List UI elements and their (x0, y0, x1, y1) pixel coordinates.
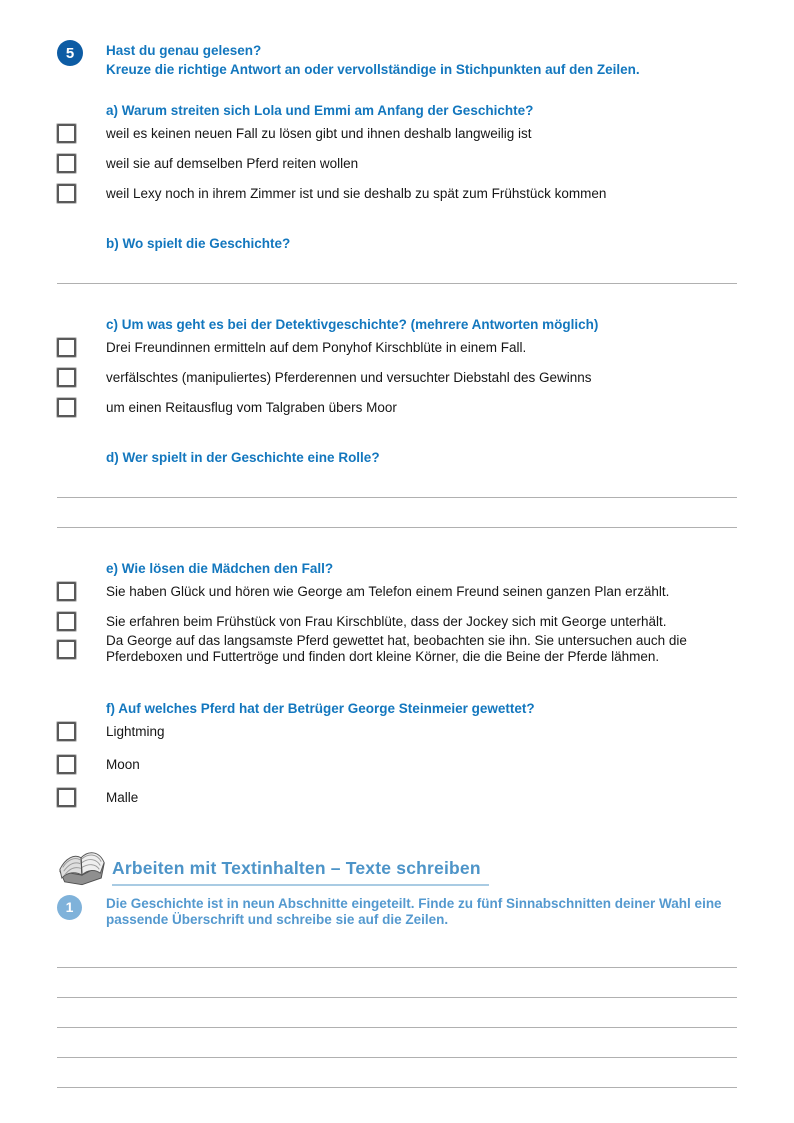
option-text: Lightming (106, 723, 165, 739)
task1-number-badge: 1 (57, 895, 82, 920)
option-text: Sie haben Glück und hören wie George am Telefon einem Freund seinen ganzen Plan erzählt. (106, 583, 670, 599)
option-text: Da George auf das langsamste Pferd gewettet hat, beobachten sie ihn. Sie untersuchen auch die Pferdeboxen und Futtertröge und finden dort kleine Körner, die die Beine der Pferde lähmen. (106, 632, 687, 664)
answer-line[interactable] (57, 1057, 737, 1058)
option-text: um einen Reitausflug vom Talgraben übers Moor (106, 400, 397, 415)
checkbox[interactable] (57, 398, 76, 417)
checkbox[interactable] (57, 755, 76, 774)
checkbox[interactable] (57, 788, 76, 807)
checkbox[interactable] (57, 184, 76, 203)
answer-line[interactable] (57, 497, 737, 498)
option-row (57, 721, 737, 741)
checkbox[interactable] (57, 640, 76, 659)
task5-title-block (106, 40, 640, 79)
answer-line[interactable] (57, 1027, 737, 1028)
question-c-label: c) Um was geht es bei der Detektivgeschichte? (mehrere Antworten möglich) (106, 317, 599, 332)
checkbox[interactable] (57, 582, 76, 601)
task5-instruction: Kreuze die richtige Antwort an oder vervollständige in Stichpunkten auf den Zeilen. (106, 62, 640, 77)
question-b-label: b) Wo spielt die Geschichte? (106, 236, 291, 251)
answer-line[interactable] (57, 283, 737, 284)
question-e-label: e) Wie lösen die Mädchen den Fall? (106, 560, 334, 576)
answer-line[interactable] (57, 997, 737, 998)
question-d-label: d) Wer spielt in der Geschichte eine Rolle? (106, 450, 380, 465)
option-row (57, 754, 737, 774)
answer-line[interactable] (57, 1087, 737, 1088)
option-text: verfälschtes (manipuliertes) Pferderennen und versuchter Diebstahl des Gewinns (106, 370, 592, 385)
option-row (57, 633, 737, 666)
option-row (57, 581, 737, 601)
answer-line[interactable] (57, 527, 737, 528)
open-book-icon (57, 843, 107, 886)
option-text: Drei Freundinnen ermitteln auf dem Ponyhof Kirschblüte in einem Fall. (106, 340, 527, 355)
task5-header (57, 40, 737, 79)
checkbox[interactable] (57, 612, 76, 631)
option-text: Sie erfahren beim Frühstück von Frau Kirschblüte, dass der Jockey sich mit George unterhält. (106, 613, 667, 629)
option-row (57, 153, 737, 173)
checkbox[interactable] (57, 338, 76, 357)
checkbox[interactable] (57, 368, 76, 387)
section2-header (57, 843, 737, 886)
option-text: Moon (106, 756, 140, 772)
question-f-label: f) Auf welches Pferd hat der Betrüger George Steinmeier gewettet? (106, 700, 535, 716)
task5-title: Hast du genau gelesen? (106, 43, 262, 58)
question-a-label: a) Warum streiten sich Lola und Emmi am Anfang der Geschichte? (106, 103, 534, 118)
option-text: weil Lexy noch in ihrem Zimmer ist und sie deshalb zu spät zum Frühstück kommen (106, 186, 607, 201)
checkbox[interactable] (57, 722, 76, 741)
task1-header (57, 895, 737, 929)
option-text: weil sie auf demselben Pferd reiten wollen (106, 156, 359, 171)
option-text: weil es keinen neuen Fall zu lösen gibt und ihnen deshalb langweilig ist (106, 126, 532, 141)
task1-instruction: Die Geschichte ist in neun Abschnitte eingeteilt. Finde zu fünf Sinnabschnitten deiner Wahl eine passende Überschrift und schreibe sie auf die Zeilen. (106, 895, 722, 927)
option-row (57, 367, 737, 387)
option-row (57, 611, 737, 631)
option-row (57, 397, 737, 417)
section2-title: Arbeiten mit Textinhalten – Texte schreiben (112, 858, 489, 886)
option-row (57, 337, 737, 357)
checkbox[interactable] (57, 154, 76, 173)
option-row (57, 123, 737, 143)
checkbox[interactable] (57, 124, 76, 143)
answer-line[interactable] (57, 967, 737, 968)
option-row (57, 183, 737, 203)
option-text: Malle (106, 789, 139, 805)
option-row (57, 787, 737, 807)
task5-number-badge: 5 (57, 40, 83, 66)
